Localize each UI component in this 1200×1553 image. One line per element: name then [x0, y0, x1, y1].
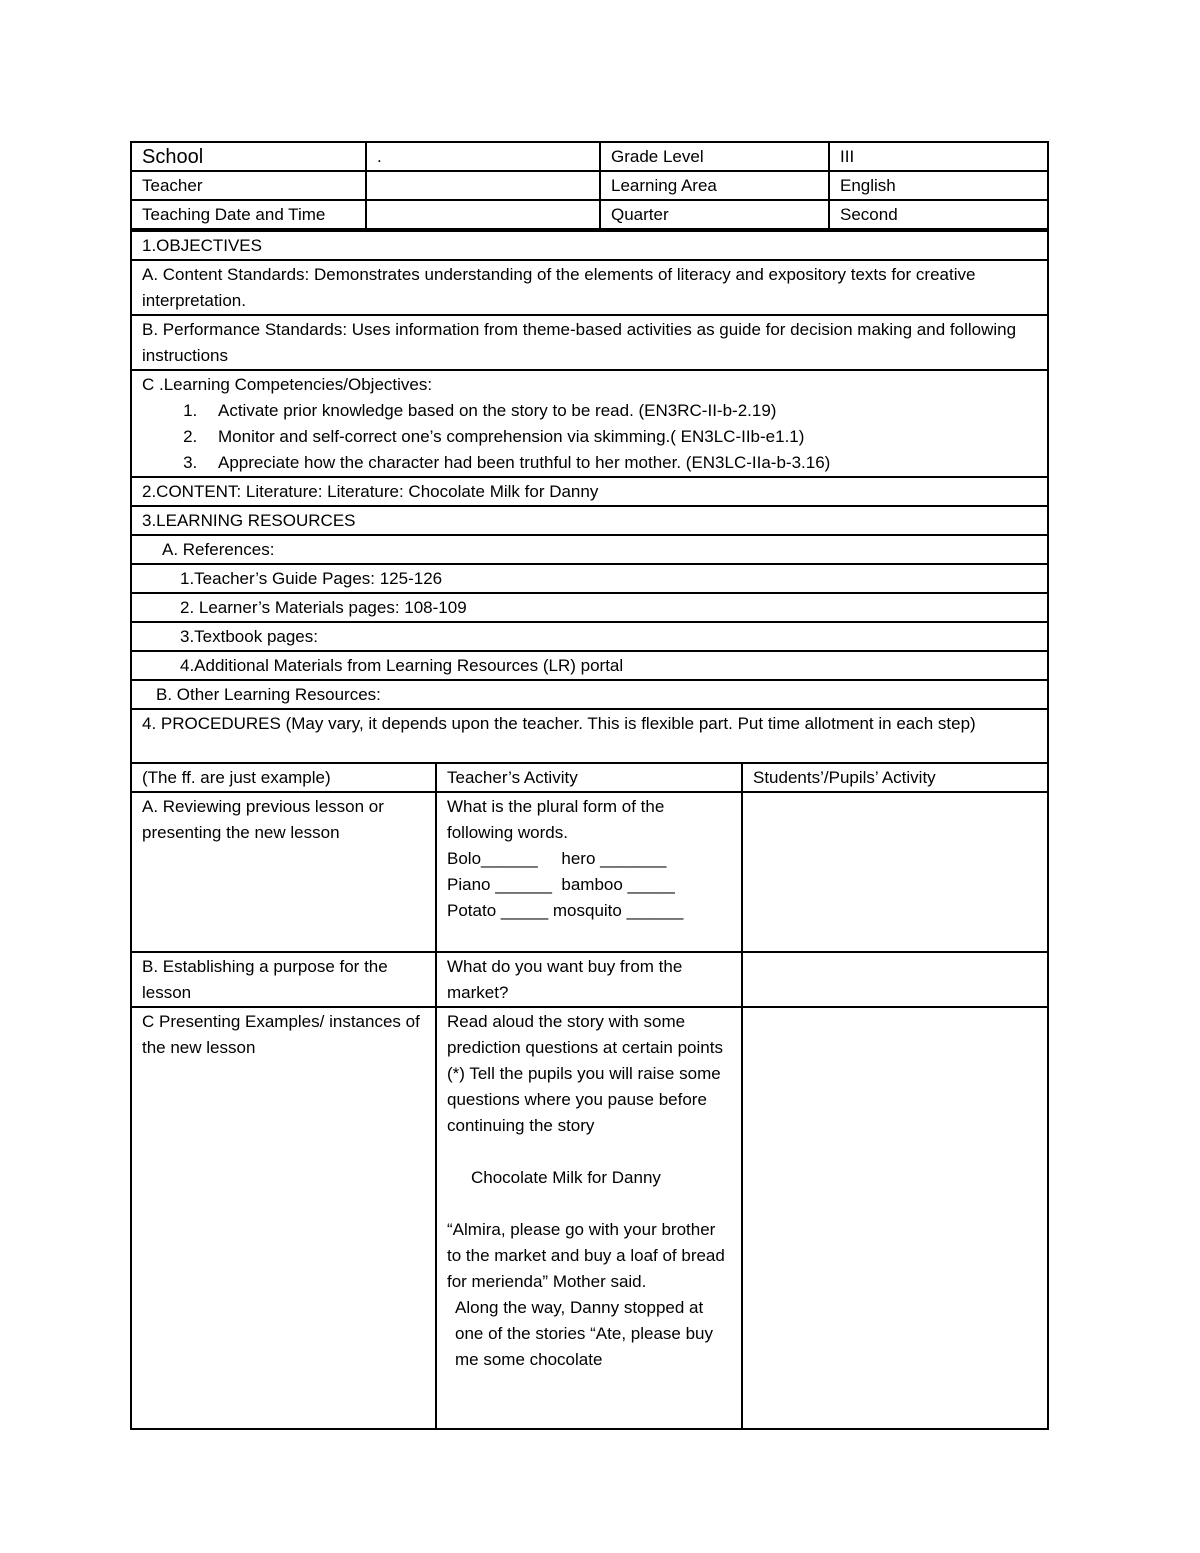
students-activity — [742, 1007, 1048, 1429]
column-header-teacher: Teacher’s Activity — [436, 763, 742, 792]
students-activity — [742, 792, 1048, 952]
resources-heading: 3.LEARNING RESOURCES — [131, 506, 1048, 535]
objectives-heading: 1.OBJECTIVES — [131, 231, 1048, 260]
teacher-activity-line: Potato _____ mosquito ______ — [447, 901, 684, 920]
header-table — [130, 141, 1049, 230]
column-header-example: (The ff. are just example) — [131, 763, 436, 792]
procedure-row-a — [131, 792, 1048, 952]
procedure-step: C Presenting Examples/ instances of the new lesson — [131, 1007, 436, 1429]
school-label: School — [131, 142, 366, 171]
date-label: Teaching Date and Time — [131, 200, 366, 229]
grade-value: III — [829, 142, 1048, 171]
column-header-students: Students’/Pupils’ Activity — [742, 763, 1048, 792]
teacher-activity-line: What is the plural form of the following words. — [447, 797, 665, 842]
teacher-activity-line: Piano ______ bamboo _____ — [447, 875, 675, 894]
header-row-date — [131, 200, 1048, 229]
body-table — [130, 230, 1049, 1430]
header-row-teacher — [131, 171, 1048, 200]
story-title: Chocolate Milk for Danny — [471, 1168, 661, 1187]
competency-item: 2. Monitor and self-correct one’s comprehension via skimming.( EN3LC-IIb-e1.1) — [202, 424, 1037, 450]
teacher-activity-para: “Almira, please go with your brother to the market and buy a loaf of bread for merienda” Mother said. — [447, 1220, 725, 1291]
references-label: A. References: — [131, 535, 1048, 564]
teacher-activity-para: Along the way, Danny stopped at one of the stories “Ate, please buy me some chocolate — [455, 1298, 713, 1369]
competency-item: 1. Activate prior knowledge based on the story to be read. (EN3RC-II-b-2.19) — [202, 398, 1037, 424]
procedures-heading: 4. PROCEDURES (May vary, it depends upon the teacher. This is flexible part. Put time allotment in each step) — [131, 709, 1048, 763]
other-resources: B. Other Learning Resources: — [131, 680, 1048, 709]
competencies-list — [142, 398, 1037, 476]
textbook-pages: 3.Textbook pages: — [131, 622, 1048, 651]
grade-label: Grade Level — [600, 142, 829, 171]
performance-standards: B. Performance Standards: Uses information from theme-based activities as guide for decision making and following instructions — [131, 315, 1048, 370]
teacher-activity: What do you want buy from the market? — [436, 952, 742, 1007]
date-value — [366, 200, 600, 229]
lesson-plan-page — [130, 141, 1047, 1430]
quarter-value: Second — [829, 200, 1048, 229]
procedures-column-headers — [131, 763, 1048, 792]
procedure-row-b — [131, 952, 1048, 1007]
content-standards: A. Content Standards: Demonstrates understanding of the elements of literacy and expository texts for creative interpretation. — [131, 260, 1048, 315]
quarter-label: Quarter — [600, 200, 829, 229]
competencies-heading: C .Learning Competencies/Objectives: — [142, 375, 433, 394]
teacher-activity-para: Read aloud the story with some prediction questions at certain points (*) Tell the pupils you will raise some questions where you pause before continuing the story — [447, 1012, 723, 1135]
learners-materials-pages: 2. Learner’s Materials pages: 108-109 — [131, 593, 1048, 622]
area-label: Learning Area — [600, 171, 829, 200]
teacher-label: Teacher — [131, 171, 366, 200]
teacher-activity — [436, 1007, 742, 1429]
teacher-value — [366, 171, 600, 200]
competency-item: 3. Appreciate how the character had been truthful to her mother. (EN3LC-IIa-b-3.16) — [202, 450, 1037, 476]
teacher-activity-line: Bolo______ hero _______ — [447, 849, 667, 868]
teacher-activity — [436, 792, 742, 952]
area-value: English — [829, 171, 1048, 200]
header-row-school — [131, 142, 1048, 171]
additional-materials: 4.Additional Materials from Learning Resources (LR) portal — [131, 651, 1048, 680]
competencies-cell — [131, 370, 1048, 477]
procedure-step: A. Reviewing previous lesson or presenting the new lesson — [131, 792, 436, 952]
procedure-step: B. Establishing a purpose for the lesson — [131, 952, 436, 1007]
school-value: . — [366, 142, 600, 171]
students-activity — [742, 952, 1048, 1007]
teachers-guide-pages: 1.Teacher’s Guide Pages: 125-126 — [131, 564, 1048, 593]
content-row: 2.CONTENT: Literature: Literature: Chocolate Milk for Danny — [131, 477, 1048, 506]
procedure-row-c — [131, 1007, 1048, 1429]
